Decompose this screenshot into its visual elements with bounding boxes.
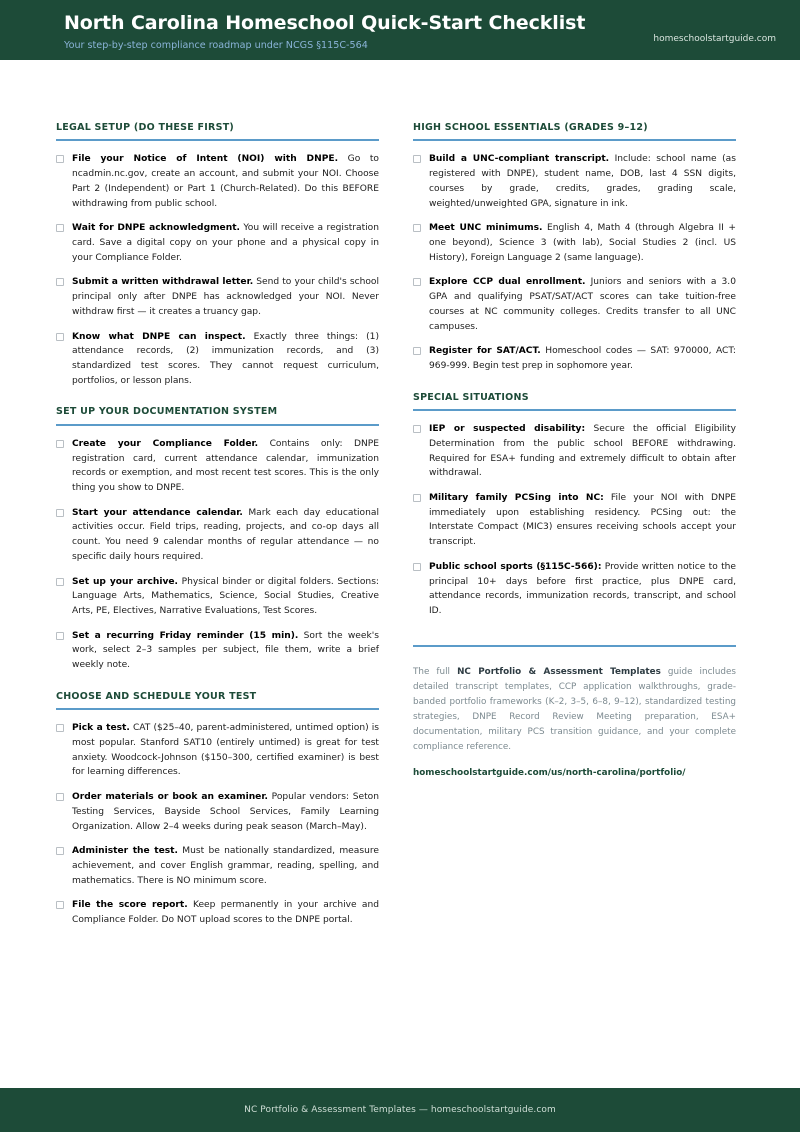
checklist-item-lead: File the score report. xyxy=(72,900,188,911)
checkbox-icon[interactable] xyxy=(56,155,64,163)
checklist-item[interactable] xyxy=(56,275,379,319)
checkbox-icon[interactable] xyxy=(413,425,421,433)
checklist-item[interactable] xyxy=(56,790,379,834)
checklist-item[interactable] xyxy=(56,629,379,673)
checklist-item-lead: Wait for DNPE acknowledgment. xyxy=(72,223,240,234)
checklist-item-text: File your Notice of Intent (NOI) with DNPE. Go to ncadmin.nc.gov, create an account, and submit your NOI. Choose Part 2 (Independent) or Part 1 (Church-Related). Do this BEFORE withdrawing from public school. xyxy=(72,154,379,209)
promo-link[interactable]: homeschoolstartguide.com/us/north-carolina/portfolio/ xyxy=(413,767,686,778)
checkbox-icon[interactable] xyxy=(56,278,64,286)
promo-text: The full NC Portfolio & Assessment Templates guide includes detailed transcript templates, CCP application walkthroughs, grade-banded portfolio frameworks (K–2, 3–5, 6–8, 9–12), standardized testing strategies, DNPE Record Review Meeting preparation, ESA+ documentation, military PCS transition guidance, and your complete compliance reference. xyxy=(413,666,736,753)
checkbox-icon[interactable] xyxy=(413,347,421,355)
checklist-item[interactable] xyxy=(56,721,379,780)
section-title: LEGAL SETUP (DO THESE FIRST) xyxy=(56,122,235,133)
section-divider xyxy=(413,139,736,141)
checkbox-icon[interactable] xyxy=(56,901,64,909)
page-header xyxy=(0,0,800,60)
checklist-item[interactable] xyxy=(413,275,736,334)
checkbox-icon[interactable] xyxy=(56,632,64,640)
header-site-url: homeschoolstartguide.com xyxy=(653,34,776,44)
checkbox-icon[interactable] xyxy=(413,494,421,502)
checklist-item-text: Meet UNC minimums. English 4, Math 4 (through Algebra II + one beyond), Science 3 (with lab), Social Studies 2 (incl. US History), Foreign Language 2 (same language). xyxy=(429,223,736,263)
checklist-item-text: Pick a test. CAT ($25–40, parent-administered, untimed option) is most popular. Stanford SAT10 (entirely untimed) is great for test anxiety. Woodcock-Johnson ($150–300, certified examiner) is best for learning differences. xyxy=(72,723,379,778)
checklist-item-text: Wait for DNPE acknowledgment. You will receive a registration card. Save a digital copy on your phone and a physical copy in your Compliance Folder. xyxy=(72,223,379,263)
checklist-item-text: IEP or suspected disability: Secure the official Eligibility Determination from the public school BEFORE withdrawing. Required for ESA+ funding and extremely difficult to obtain after withdrawal. xyxy=(429,424,736,479)
checklist-item-lead: Set up your archive. xyxy=(72,576,178,587)
section-divider xyxy=(56,708,379,710)
section-divider xyxy=(413,409,736,411)
checklist-item-text: Create your Compliance Folder. Contains only: DNPE registration card, current attendance calendar, immunization records or exemption, and most recent test scores. This is the only thing you show to DNPE. xyxy=(72,438,379,493)
page-title: North Carolina Homeschool Quick-Start Checklist xyxy=(64,12,586,34)
checkbox-icon[interactable] xyxy=(413,224,421,232)
checkbox-icon[interactable] xyxy=(56,793,64,801)
checklist-item[interactable] xyxy=(413,560,736,619)
checkbox-icon[interactable] xyxy=(56,509,64,517)
checklist-item-text: Administer the test. Must be nationally standardized, measure achievement, and cover English grammar, reading, spelling, and mathematics. There is NO minimum score. xyxy=(72,846,379,886)
page-body xyxy=(0,60,800,938)
checklist-item-lead: Create your Compliance Folder. xyxy=(72,438,259,449)
checklist-item-lead: IEP or suspected disability: xyxy=(429,424,586,435)
promo-divider xyxy=(413,645,736,647)
checklist-item-lead: Meet UNC minimums. xyxy=(429,223,543,234)
checklist-item-text: Submit a written withdrawal letter. Send to your child's school principal only after DNPE has acknowledged your NOI. Never withdraw first — it creates a truancy gap. xyxy=(72,277,379,317)
footer-text: NC Portfolio & Assessment Templates — homeschoolstartguide.com xyxy=(244,1105,556,1115)
checkbox-icon[interactable] xyxy=(413,563,421,571)
section-set-up-your-documentation-system xyxy=(56,406,379,672)
section-divider xyxy=(56,424,379,426)
checkbox-icon[interactable] xyxy=(56,333,64,341)
checkbox-icon[interactable] xyxy=(56,847,64,855)
checklist-item-lead: Know what DNPE can inspect. xyxy=(72,331,246,342)
checklist-item-text: Register for SAT/ACT. Homeschool codes — SAT: 970000, ACT: 969-999. Begin test prep in sophomore year. xyxy=(429,346,737,372)
checklist-item-lead: Public school sports (§115C-566): xyxy=(429,561,602,572)
checklist-item-lead: Explore CCP dual enrollment. xyxy=(429,277,586,288)
promo-guide-name: NC Portfolio & Assessment Templates xyxy=(457,666,661,677)
checklist-item-lead: Pick a test. xyxy=(72,723,130,734)
checklist-item[interactable] xyxy=(413,422,736,481)
checkbox-icon[interactable] xyxy=(413,278,421,286)
checklist-item-lead: Start your attendance calendar. xyxy=(72,507,243,518)
section-title: SET UP YOUR DOCUMENTATION SYSTEM xyxy=(56,406,278,418)
checklist-item[interactable] xyxy=(413,221,736,265)
checklist-item-text: Order materials or book an examiner. Popular vendors: Seton Testing Services, Bayside School Services, Family Learning Organization. Allow 2–4 weeks during peak season (March–May). xyxy=(72,792,379,832)
section-legal-setup-do-these-first xyxy=(56,122,379,388)
checklist-item[interactable] xyxy=(56,437,379,496)
checklist-item[interactable] xyxy=(56,844,379,888)
checklist-item-text: Set up your archive. Physical binder or digital folders. Sections: Language Arts, Mathematics, Science, Social Studies, Creative Arts, PE, Electives, Narrative Evaluations, Test Scores. xyxy=(72,576,379,617)
checkbox-icon[interactable] xyxy=(56,724,64,732)
section-special-situations xyxy=(413,392,736,619)
checklist-item-lead: Build a UNC-compliant transcript. xyxy=(429,154,610,165)
section-high-school-essentials-grades-9-12 xyxy=(413,122,736,374)
checklist-item-lead: File your Notice of Intent (NOI) with DNPE. xyxy=(72,154,339,165)
checkbox-icon[interactable] xyxy=(56,578,64,586)
checklist-item[interactable] xyxy=(413,491,736,550)
checklist-item-text: Build a UNC-compliant transcript. Include: school name (as registered with DNPE), student name, DOB, last 4 SSN digits, courses by grade, credits, grades, grading scale, weighted/unweighted GPA, signature in ink. xyxy=(429,154,736,209)
page-footer xyxy=(0,1088,800,1132)
checklist-item-lead: Submit a written withdrawal letter. xyxy=(72,277,254,288)
section-divider xyxy=(56,139,379,141)
section-title: CHOOSE AND SCHEDULE YOUR TEST xyxy=(56,690,257,702)
checklist-item-text: Start your attendance calendar. Mark each day educational activities occur. Field trips, reading, projects, and co-op days all count. You need 9 calendar months of regular attendance — no specific daily hours required. xyxy=(72,507,379,562)
page-subtitle: Your step-by-step compliance roadmap under NCGS §115C-564 xyxy=(64,39,368,51)
checklist-item[interactable] xyxy=(56,575,379,619)
checklist-item-lead: Set a recurring Friday reminder (15 min). xyxy=(72,630,299,641)
right-column xyxy=(413,122,736,778)
checklist-item-lead: Register for SAT/ACT. xyxy=(429,346,541,357)
checklist-item[interactable] xyxy=(56,152,379,211)
checklist-item-text: File the score report. Keep permanently in your archive and Compliance Folder. Do NOT upload scores to the DNPE portal. xyxy=(72,900,380,926)
checklist-item-text: Set a recurring Friday reminder (15 min). Sort the week's work, select 2–3 samples per subject, file them, write a brief weekly note. xyxy=(72,630,379,671)
section-title: SPECIAL SITUATIONS xyxy=(413,391,529,403)
left-column xyxy=(56,122,379,938)
checkbox-icon[interactable] xyxy=(413,155,421,163)
checkbox-icon[interactable] xyxy=(56,440,64,448)
checklist-item[interactable] xyxy=(56,898,379,927)
checklist-item-lead: Order materials or book an examiner. xyxy=(72,792,268,803)
checklist-item[interactable] xyxy=(413,152,736,211)
section-title: HIGH SCHOOL ESSENTIALS (GRADES 9–12) xyxy=(413,122,648,133)
checklist-item[interactable] xyxy=(56,506,379,565)
checklist-item-lead: Administer the test. xyxy=(72,846,178,857)
checklist-item-lead: Military family PCSing into NC: xyxy=(429,493,604,503)
checklist-item-text: Military family PCSing into NC: File your NOI with DNPE immediately upon establishing residency. PCSing out: the Interstate Compact (MIC3) ensures receiving schools accept your transcript. xyxy=(429,493,736,548)
checklist-item[interactable] xyxy=(56,330,379,389)
checklist-item-text: Explore CCP dual enrollment. Juniors and seniors with a 3.0 GPA and qualifying PSAT/SAT/ACT scores can take tuition-free courses at NC community colleges. Credits transfer to all UNC campuses. xyxy=(429,277,736,332)
checklist-item-text: Know what DNPE can inspect. Exactly three things: (1) attendance records, (2) immunization records, and (3) standardized test scores. They cannot request curriculum, portfolios, or lesson plans. xyxy=(72,331,380,386)
section-choose-and-schedule-your-test xyxy=(56,691,379,928)
checklist-item[interactable] xyxy=(56,221,379,265)
checklist-item[interactable] xyxy=(413,344,736,373)
checkbox-icon[interactable] xyxy=(56,224,64,232)
checklist-item-text: Public school sports (§115C-566): Provide written notice to the principal 10+ days before first practice, plus DNPE card, attendance records, immunization records, transcript, and school ID. xyxy=(429,561,736,617)
